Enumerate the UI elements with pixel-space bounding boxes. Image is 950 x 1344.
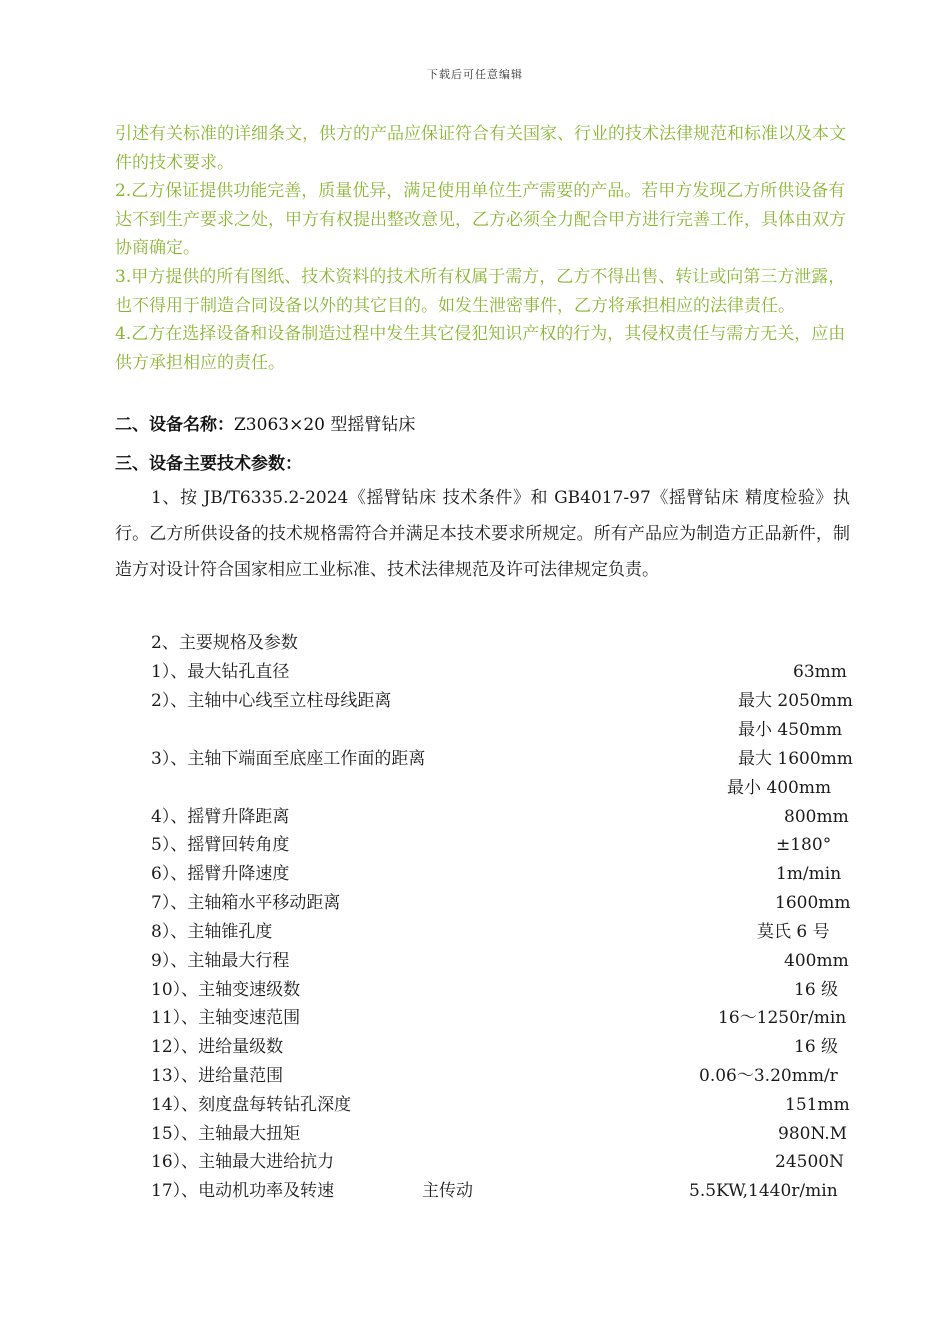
spec-label: 1）、最大钻孔直径: [151, 662, 290, 682]
green-paragraph: 2.乙方保证提供功能完善，质量优异，满足使用单位生产需要的产品。若甲方发现乙方所供设备有达不到生产要求之处，甲方有权提出整改意见，乙方必须全力配合甲方进行完善工作，具体由双方协商确定。: [115, 181, 846, 259]
spec-row: [151, 745, 851, 773]
spec-label: 6）、摇臂升降速度: [151, 864, 290, 884]
spec-row: [151, 947, 851, 975]
spec-value: 980N.M: [778, 1124, 848, 1144]
spec-value: 151mm: [785, 1095, 850, 1115]
spec-label: 15）、主轴最大扭矩: [151, 1124, 301, 1144]
section-label: 二、设备名称：: [115, 415, 234, 435]
spec-label: 12）、进给量级数: [151, 1037, 284, 1057]
spec-value: 24500N: [775, 1152, 844, 1172]
standards-paragraph: 1、按 JB/T6335.2-2024《摇臂钻床 技术条件》和 GB4017-97《摇臂钻床 精度检验》执行。乙方所供设备的技术规格需符合并满足本技术要求所规定。所有产品应为制造方正品新件，制造方对设计符合国家相应工业标准、技术法律规范及许可法律规定负责。: [115, 488, 850, 580]
spec-label: 5）、摇臂回转角度: [151, 835, 290, 855]
spec-label: 8）、主轴锥孔度: [151, 922, 273, 942]
spec-label: 9）、主轴最大行程: [151, 951, 290, 971]
spec-row: [151, 1033, 851, 1061]
spec-label: 11）、主轴变速范围: [151, 1008, 301, 1028]
page-header: 下载后可任意编辑: [427, 68, 523, 81]
spec-label: 4）、摇臂升降距离: [151, 807, 290, 827]
spec-value: 最小 400mm: [727, 778, 832, 798]
spec-value: 400mm: [784, 951, 849, 971]
green-paragraph: 3.甲方提供的所有图纸、技术资料的技术所有权属于需方，乙方不得出售、转让或向第三方泄露，也不得用于制造合同设备以外的其它目的。如发生泄密事件，乙方将承担相应的法律责任。: [115, 266, 846, 316]
equipment-name: Z3063×20 型摇臂钻床: [234, 415, 416, 435]
spec-value: 最大 2050mm: [738, 691, 853, 711]
spec-value: 最大 1600mm: [738, 749, 853, 769]
spec-label: 2）、主轴中心线至立柱母线距离: [151, 691, 392, 711]
spec-label: 14）、刻度盘每转钻孔深度: [151, 1095, 352, 1115]
spec-label: 10）、主轴变速级数: [151, 980, 301, 1000]
spec-label: 17）、电动机功率及转速: [151, 1181, 335, 1201]
spec-value: 63mm: [793, 662, 847, 682]
spec-value: 莫氏 6 号: [757, 922, 830, 942]
spec-value: 16 级: [794, 980, 839, 1000]
spec-row: [151, 1148, 851, 1176]
spec-value: 0.06～3.20mm/r: [699, 1066, 838, 1086]
spec-label: 13）、进给量范围: [151, 1066, 284, 1086]
spec-row: [151, 774, 851, 802]
spec-row: [151, 1091, 851, 1119]
spec-row: [151, 716, 851, 744]
specs-subheading: 2、主要规格及参数: [151, 633, 298, 653]
spec-value: 5.5KW,1440r/min: [689, 1181, 838, 1201]
spec-label: 7）、主轴箱水平移动距离: [151, 893, 341, 913]
spec-row: [151, 1004, 851, 1032]
green-paragraph: 4.乙方在选择设备和设备制造过程中发生其它侵犯知识产权的行为，其侵权责任与需方无关，应由供方承担相应的责任。: [115, 324, 846, 373]
spec-row: [151, 976, 851, 1004]
spec-row: [151, 1062, 851, 1090]
spec-value: ±180°: [776, 835, 832, 855]
spec-row: [151, 831, 851, 859]
spec-value: 1m/min: [776, 864, 842, 884]
spec-row: [151, 1120, 851, 1148]
spec-row: [151, 860, 851, 888]
spec-value: 800mm: [784, 807, 849, 827]
spec-label: 3）、主轴下端面至底座工作面的距离: [151, 749, 426, 769]
spec-row: [151, 918, 851, 946]
spec-value: 16～1250r/min: [718, 1008, 847, 1028]
spec-value: 1600mm: [775, 893, 851, 913]
green-paragraph: 引述有关标准的详细条文，供方的产品应保证符合有关国家、行业的技术法律规范和标准以及本文件的技术要求。: [115, 124, 846, 173]
spec-row: [151, 889, 851, 917]
spec-label: 16）、主轴最大进给抗力: [151, 1152, 335, 1172]
spec-value: 最小 450mm: [738, 720, 843, 740]
section-tech-params-heading: 三、设备主要技术参数：: [115, 454, 302, 474]
spec-row: [151, 658, 851, 686]
spec-row: [151, 1177, 851, 1205]
spec-value: 16 级: [794, 1037, 839, 1057]
spec-row: [151, 803, 851, 831]
spec-row: [151, 687, 851, 715]
spec-sublabel: 主传动: [422, 1181, 473, 1201]
